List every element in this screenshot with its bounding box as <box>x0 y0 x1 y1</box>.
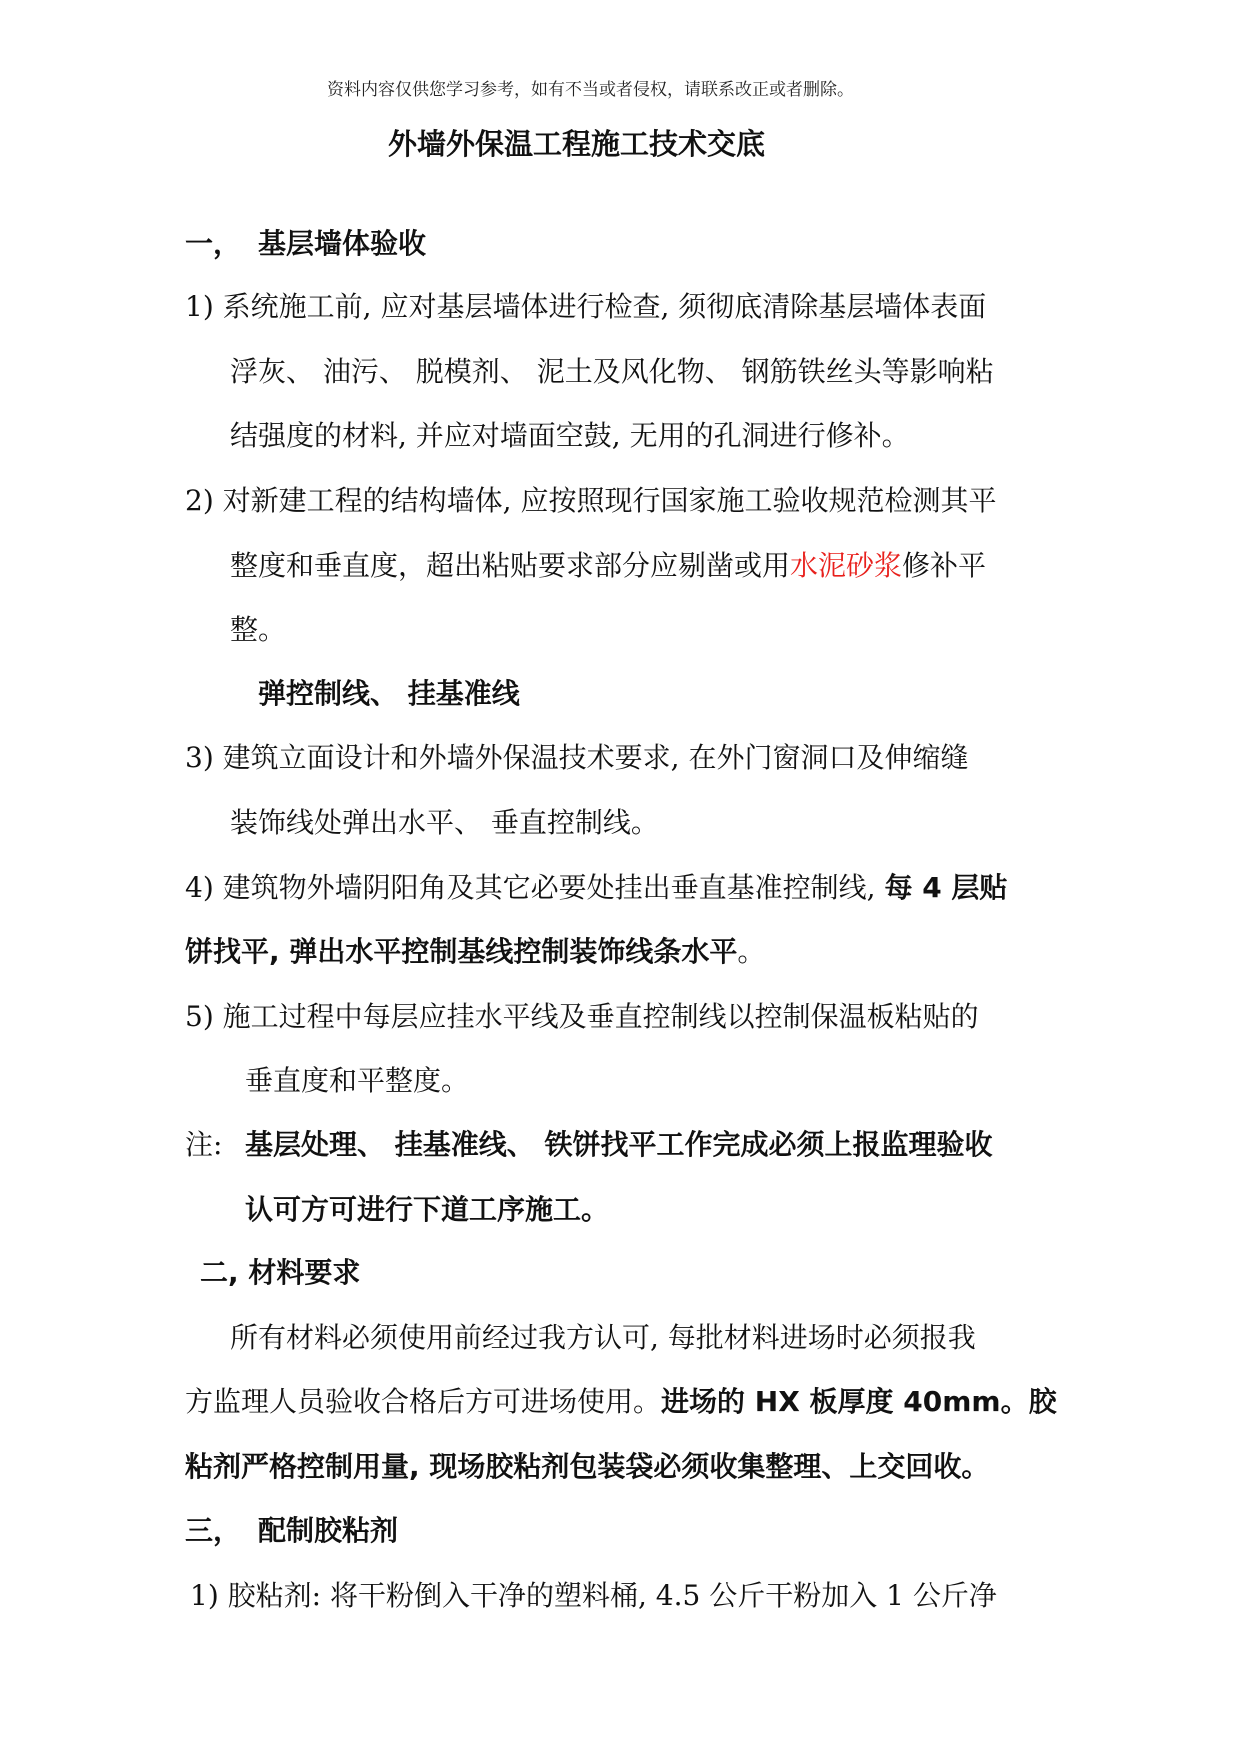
note-line-1: 基层处理、 挂基准线、 铁饼找平工作完成必须上报监理验收 <box>245 1128 993 1161</box>
paragraph-1-line-2: 浮灰、 油污、 脱模剂、 泥土及风化物、 钢筋铁丝头等影响粘 <box>230 355 994 388</box>
paragraph-4-bold-a: 每 4 层贴 <box>884 871 1008 904</box>
paragraph-3-line-1: 3) 建筑立面设计和外墙外保温技术要求, 在外门窗洞口及伸缩缝 <box>185 741 969 774</box>
section-2-line-1: 所有材料必须使用前经过我方认可, 每批材料进场时必须报我 <box>230 1321 976 1354</box>
paragraph-3-line-2: 装饰线处弹出水平、 垂直控制线。 <box>230 806 659 839</box>
note-label: 注: <box>185 1128 223 1161</box>
paragraph-4-text-a: 4) 建筑物外墙阴阳角及其它必要处挂出垂直基准控制线, <box>185 871 885 904</box>
section-3-heading: 配制胶粘剂 <box>258 1514 399 1547</box>
section-2-bold-a: 进场的 HX 板厚度 40mm。胶 <box>661 1385 1057 1418</box>
highlight-cement-mortar: 水泥砂浆 <box>790 549 903 582</box>
paragraph-4-period: 。 <box>737 935 766 968</box>
paragraph-5-line-2: 垂直度和平整度。 <box>245 1064 470 1097</box>
section-3-line-1: 1) 胶粘剂: 将干粉倒入干净的塑料桶, 4.5 公斤干粉加入 1 公斤净 <box>190 1579 997 1612</box>
section-2-text-a: 方监理人员验收合格后方可进场使用。 <box>185 1385 662 1418</box>
section-2-line-2 <box>185 1382 1057 1422</box>
paragraph-5-line-1: 5) 施工过程中每层应挂水平线及垂直控制线以控制保温板粘贴的 <box>185 1000 979 1033</box>
paragraph-4-bold-b: 饼找平, 弹出水平控制基线控制装饰线条水平 <box>185 935 738 968</box>
paragraph-4-line-2 <box>185 932 765 972</box>
paragraph-2-text-a: 整度和垂直度，超出粘贴要求部分应剔凿或用 <box>230 549 791 582</box>
section-2-line-3: 粘剂严格控制用量, 现场胶粘剂包装袋必须收集整理、上交回收。 <box>185 1450 990 1483</box>
disclaimer-note: 资料内容仅供您学习参考，如有不当或者侵权，请联系改正或者删除。 <box>327 80 854 100</box>
section-3-number: 三， <box>185 1514 242 1547</box>
paragraph-2-line-2 <box>230 546 986 586</box>
paragraph-2-line-3: 整。 <box>230 613 287 646</box>
document-title: 外墙外保温工程施工技术交底 <box>388 127 766 161</box>
section-2-heading: 二, 材料要求 <box>200 1256 361 1289</box>
section-1-number: 一， <box>185 227 242 260</box>
paragraph-1-line-1: 1) 系统施工前, 应对基层墙体进行检查, 须彻底清除基层墙体表面 <box>185 290 987 323</box>
note-line-2: 认可方可进行下道工序施工。 <box>245 1193 610 1226</box>
paragraph-2-line-1: 2) 对新建工程的结构墙体, 应按照现行国家施工验收规范检测其平 <box>185 484 997 517</box>
section-1-heading: 基层墙体验收 <box>258 227 427 260</box>
subsection-heading: 弹控制线、 挂基准线 <box>258 677 520 710</box>
paragraph-2-text-b: 修补平 <box>902 549 987 582</box>
paragraph-1-line-3: 结强度的材料, 并应对墙面空鼓, 无用的孔洞进行修补。 <box>230 419 910 452</box>
paragraph-4-line-1 <box>185 868 1007 908</box>
